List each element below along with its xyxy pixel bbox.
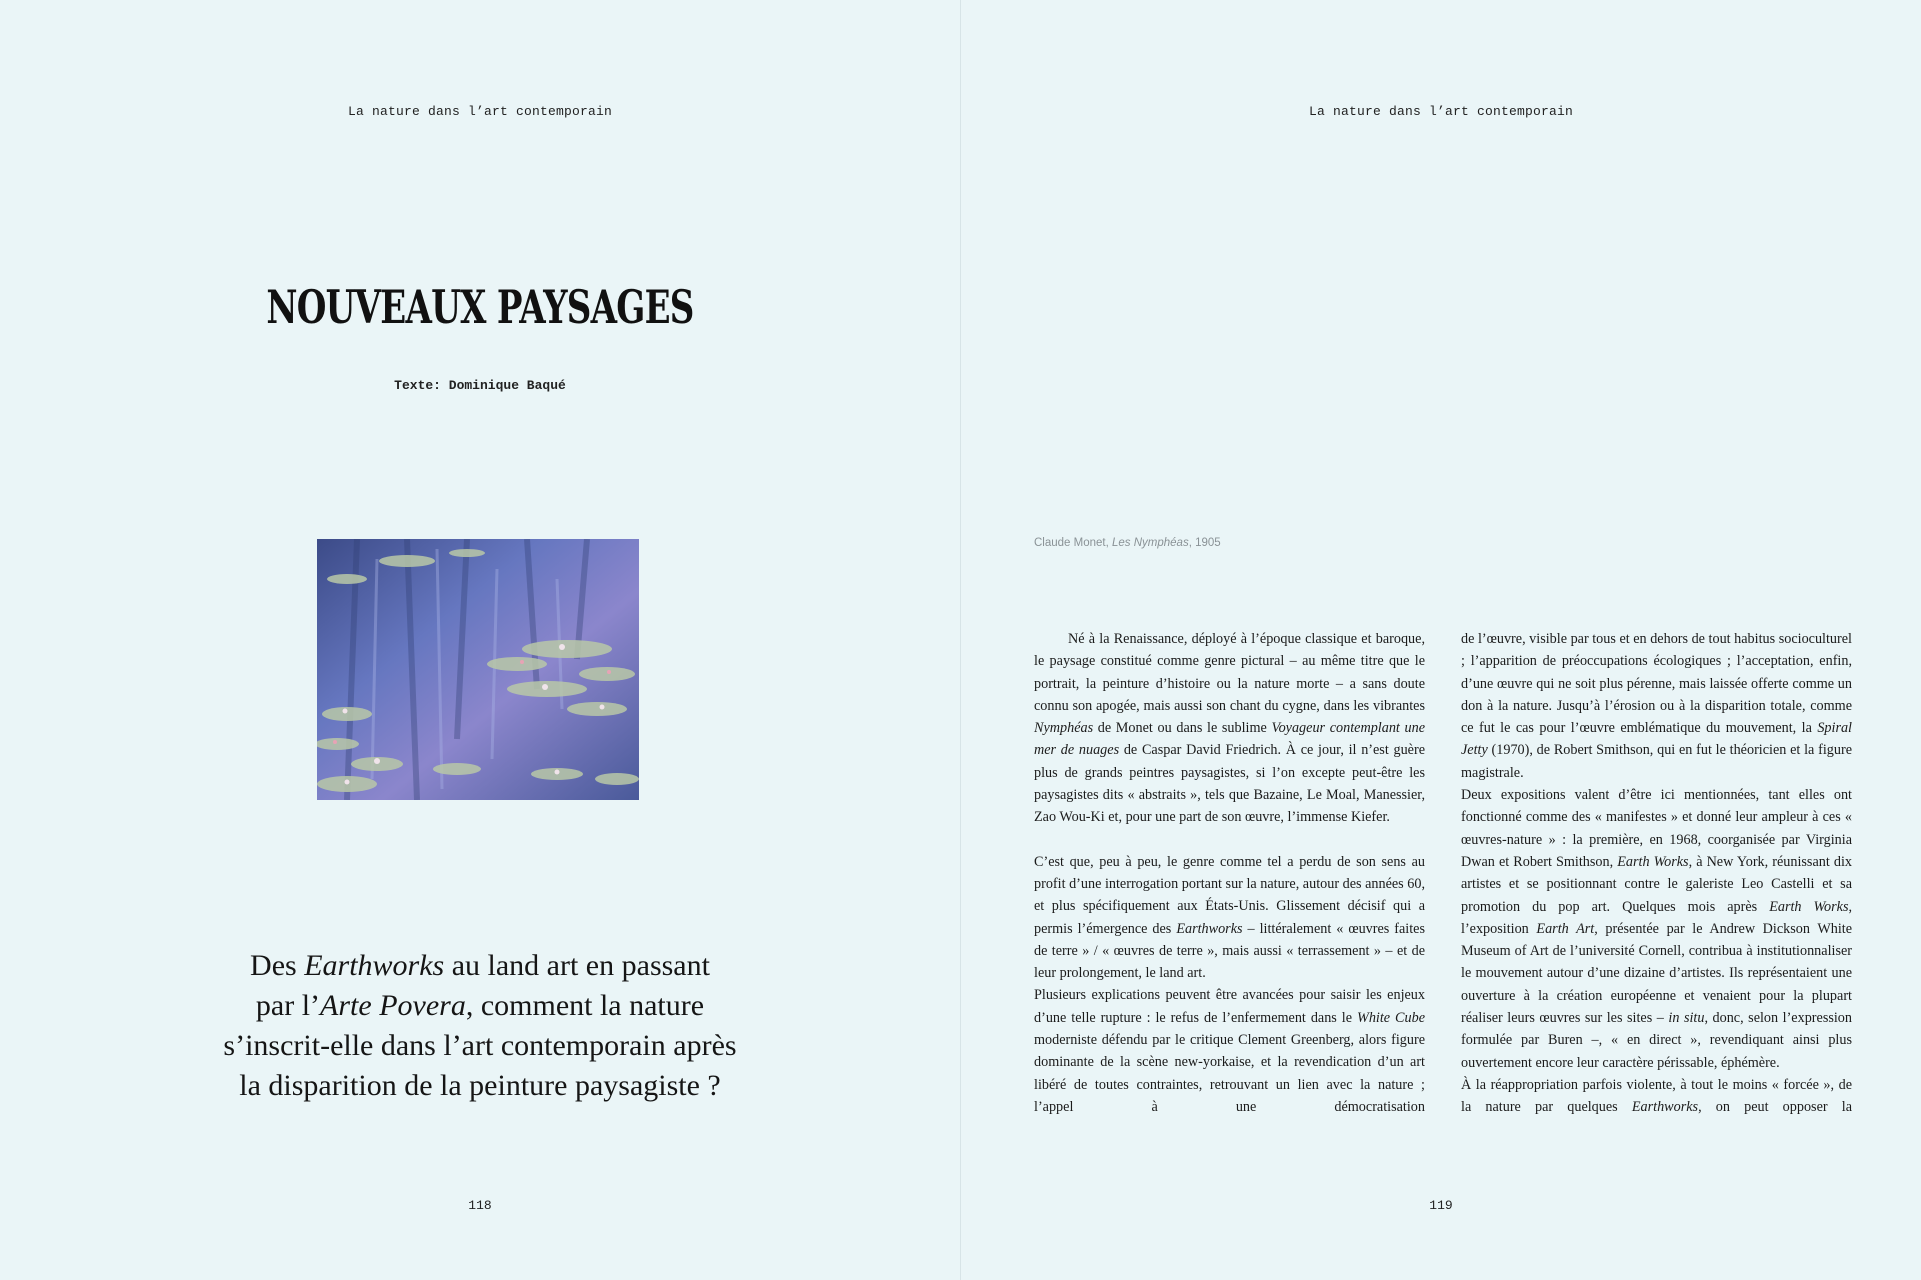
text-emphasis: Earth Art (1536, 920, 1595, 937)
paragraph (1461, 628, 1852, 784)
text-emphasis: Earth Works (1617, 853, 1689, 870)
image-caption (1034, 537, 1221, 549)
text-run: , l’exposition (1461, 898, 1853, 937)
text-run: de Caspar David Friedrich. À ce jour, il n’est guère plus de grands peintres paysagistes, si l’on excepte peut-être les paysagistes dits « abstraits », tels que Bazaine, Le Moal, Manessier, Zao Wou-Ki et, pour une part de son œuvre, l’immense Kiefer. (1034, 742, 1426, 826)
text-emphasis: Earthworks (1631, 1099, 1699, 1116)
running-head-right: La nature dans l’art contemporain (1308, 104, 1574, 119)
paragraph (1034, 984, 1425, 1118)
caption-text: Claude Monet, (1034, 537, 1112, 549)
paragraph (1034, 851, 1425, 985)
text-emphasis: Earthworks (1176, 920, 1243, 937)
caption-text: , 1905 (1188, 537, 1221, 549)
text-run: (1970), de Robert Smithson, qui en fut le théoricien et la figure magistrale. (1461, 742, 1852, 781)
text-emphasis: Spiral Jetty (1461, 720, 1852, 759)
water-lilies-illustration (317, 539, 639, 800)
text-run: À la réappropriation parfois violente, à tout le moins « forcée », de la nature par quelques (1461, 1076, 1852, 1116)
text-emphasis: Earth Works (1769, 898, 1849, 915)
article-author: Texte: Dominique Baqué (394, 378, 566, 393)
body-column-2 (1461, 628, 1852, 1119)
text-run: moderniste défendu par le critique Clement Greenberg, alors figure dominante de la scène new-yorkaise, et la revendication d’un art libéré de toutes contraintes, retrouvant un lien avec la nature ; l’appel à une démocratisation (1034, 1032, 1425, 1115)
pull-quote-line-3: s’inscrit-elle dans l’art contemporain après (223, 1029, 737, 1062)
text-run: C’est que, peu à peu, le genre comme tel a perdu de son sens au profit d’une interrogation portant sur la nature, autour des années 60, et plus spécifiquement aux États-Unis. Glissement décisif qui a permis l’émergence des (1034, 853, 1425, 937)
text-run: , présentée par le Andrew Dickson White Museum of Art de l’université Cornell, contribua à institutionnaliser le mouvement autour d’une dizaine d’artistes. Ils représentaient une ouverture à la création européenne et venaient pour la plupart réaliser leurs œuvres sur les sites – (1461, 920, 1852, 1027)
pull-quote (180, 946, 780, 1106)
pull-quote-line-2 (180, 986, 780, 1026)
body-column-1 (1034, 628, 1425, 1118)
text-run: , donc, selon l’expression formulée par Buren –, « en direct », revendiquant ainsi plus ouvertement encore leur caractère périssable, éphémère. (1461, 1010, 1852, 1071)
right-page (961, 0, 1921, 1280)
text-emphasis: Nymphéas (1034, 720, 1094, 737)
page-number-right: 119 (1429, 1198, 1453, 1213)
text-emphasis: in situ (1668, 1010, 1705, 1027)
paragraph (1461, 784, 1852, 1074)
text-run: Plusieurs explications peuvent être avancées pour saisir les enjeux d’une telle rupture : le refus de l’enfermement dans le (1034, 987, 1425, 1026)
caption-emphasis: Les Nymphéas (1112, 537, 1189, 549)
page-number-left: 118 (468, 1198, 492, 1213)
left-page (0, 0, 960, 1280)
pull-quote-emphasis: Earthworks (304, 949, 445, 982)
text-run: Né à la Renaissance, déployé à l’époque classique et baroque, le paysage constitué comme genre pictural – au même titre que le portrait, la peinture d’histoire ou la nature morte – a sans doute connu son apogée, mais aussi son chant du cygne, dans les vibrantes (1034, 631, 1425, 714)
article-title: NOUVEAUX PAYSAGES (266, 280, 694, 334)
text-emphasis: Voyageur contemplant une mer de nuages (1034, 720, 1425, 759)
pull-quote-text: au land art en passant (444, 949, 710, 982)
monet-painting-image (317, 539, 639, 800)
pull-quote-text: par l’ (255, 989, 321, 1022)
pull-quote-text: , comment la nature (465, 989, 705, 1022)
text-run: Deux expositions valent d’être ici mentionnées, tant elles ont fonctionné comme des « manifestes » et donné leur ampleur à ces « œuvres-nature » : la première, en 1968, coorganisée par Virginia Dwan et Robert Smithson, (1461, 787, 1852, 870)
pull-quote-line-1 (180, 946, 780, 986)
text-run: – littéralement « œuvres faites de terre » / « œuvres de terre », mais aussi « terrassement » – et de leur prolongement, le land art. (1034, 920, 1425, 982)
pull-quote-text: Des (250, 949, 305, 982)
paragraph (1034, 628, 1425, 829)
pull-quote-emphasis: Arte Povera (320, 989, 466, 1022)
text-run: , à New York, réunissant dix artistes et se positionnant contre le galeriste Leo Castelli et sa promotion du pop art. Quelques mois après (1461, 853, 1852, 915)
text-run: de Monet ou dans le sublime (1093, 720, 1272, 737)
text-run: , on peut opposer la (1698, 1099, 1852, 1116)
text-run: de l’œuvre, visible par tous et en dehors de tout habitus socioculturel ; l’apparition de préoccupations écologiques ; l’acceptation, enfin, d’une œuvre qui ne soit plus pérenne, mais laissée offerte comme un don à la nature. Jusqu’à l’érosion ou à la disparition totale, comme ce fut le cas pour l’œuvre emblématique du mouvement, la (1461, 631, 1852, 737)
running-head-left: La nature dans l’art contemporain (347, 104, 613, 119)
pull-quote-line-4: la disparition de la peinture paysagiste ? (239, 1069, 721, 1102)
paragraph (1461, 1074, 1852, 1119)
text-emphasis: White Cube (1357, 1009, 1426, 1026)
